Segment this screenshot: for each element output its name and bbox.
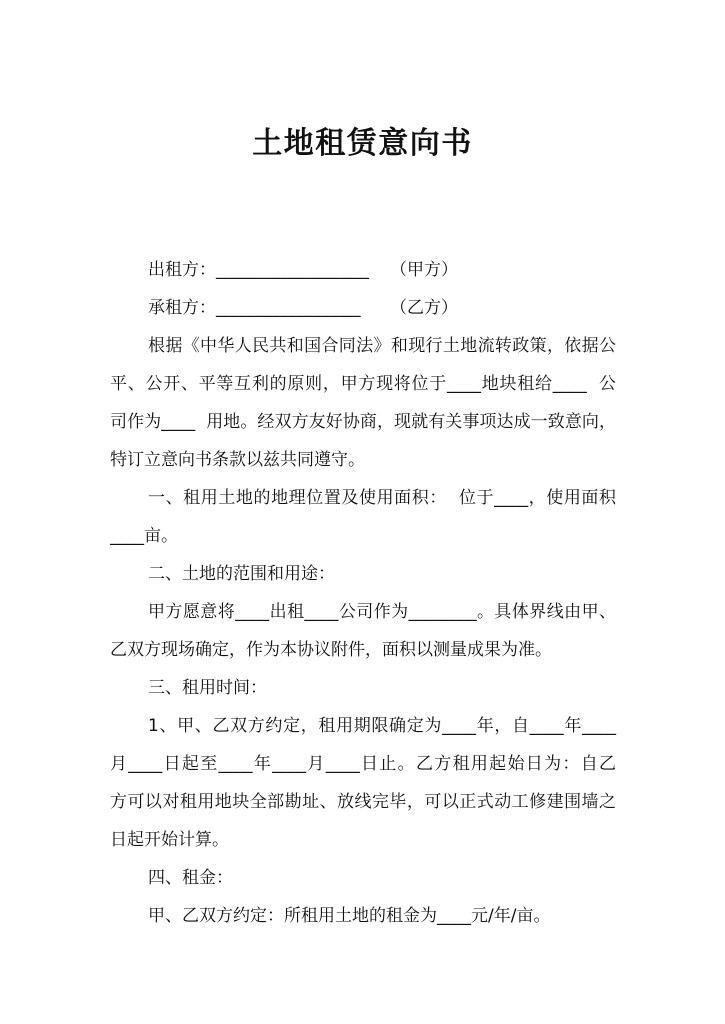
section-heading: 四、租金： xyxy=(148,868,233,888)
section-heading: 三、租用时间： xyxy=(148,678,267,698)
section-line: 1、甲、乙双方约定，租用期限确定为____年，自____年____ xyxy=(148,716,616,736)
party-line-lessee xyxy=(110,289,616,327)
section-heading: 二、土地的范围和用途： xyxy=(148,564,335,584)
section-line: 甲、乙双方约定：所租用土地的租金为____元/年/亩。 xyxy=(148,906,551,926)
party-label: 承租方： xyxy=(148,298,216,318)
party-label: 出租方： xyxy=(148,260,216,280)
document-body xyxy=(110,251,616,935)
section-line: 甲方愿意将____出租____公司作为________。具体界线由甲、 xyxy=(148,602,616,622)
party-name-blank: _________________ xyxy=(216,298,361,318)
preamble-line: 特订立意向书条款以兹共同遵守。 xyxy=(110,450,365,470)
party-line-lessor xyxy=(110,251,616,289)
section-line: 月____日起至____年____月____日止。乙方租用起始日为：自乙 xyxy=(110,754,616,774)
party-role: （乙方） xyxy=(390,298,458,318)
section-line: 方可以对租用地块全部勘址、放线完毕，可以正式动工修建围墙之 xyxy=(110,792,616,812)
section-line: ____亩。 xyxy=(110,526,178,546)
preamble-line: 司作为____ 用地。经双方友好协商，现就有关事项达成一致意向， xyxy=(110,412,616,432)
section-heading: 一、租用土地的地理位置及使用面积： xyxy=(148,488,447,508)
section-line xyxy=(110,479,616,517)
preamble-line: 根据《中华人民共和国合同法》和现行土地流转政策，依据公 xyxy=(148,336,616,356)
document-title: 土地租赁意向书 xyxy=(252,126,473,161)
section-line: 日起开始计算。 xyxy=(110,830,229,850)
section-text: 位于____，使用面积 xyxy=(446,488,617,508)
party-role: （甲方） xyxy=(390,260,458,280)
party-name-blank: __________________ xyxy=(216,260,369,280)
preamble-line: 平、公开、平等互利的原则，甲方现将位于____地块租给____ 公 xyxy=(110,374,616,394)
section-line: 乙双方现场确定，作为本协议附件，面积以测量成果为准。 xyxy=(110,640,552,660)
